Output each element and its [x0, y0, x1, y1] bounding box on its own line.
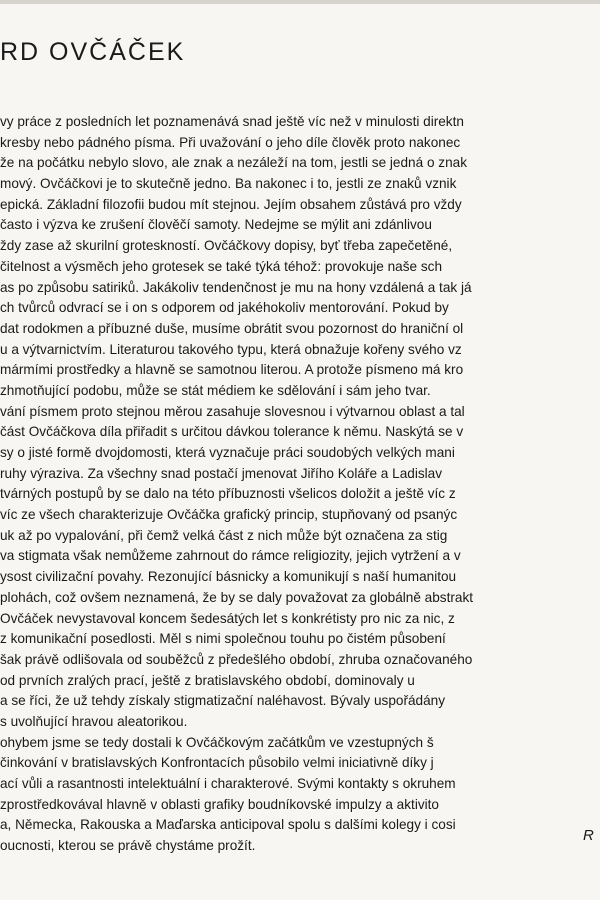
author-signature: R: [583, 827, 594, 844]
text-line: ch tvůrců odvrací se i on s odporem od jakéhokoliv mentorování. Pokud by: [0, 300, 449, 316]
text-line: epická. Základní filozofii budou mít stejnou. Jejím obsahem zůstává pro vždy: [0, 196, 462, 212]
text-line: as po způsobu satiriků. Jakákoliv tendenčnost je mu na hony vzdálená a tak já: [0, 279, 472, 295]
text-line: mový. Ovčáčkovi je to skutečně jedno. Ba nakonec i to, jestli ze znaků vznik: [0, 176, 457, 192]
text-line: část Ovčáčkova díla přiřadit s určitou dávkou tolerance k němu. Naskýtá se v: [0, 424, 464, 440]
text-line: často i výzva ke zrušení člověčí samoty. Nedejme se mýlit ani zdánlivou: [0, 217, 432, 233]
text-line: a se říci, že už tehdy získaly stigmatizační naléhavost. Bývaly uspořádány: [0, 693, 446, 709]
text-line: čitelnost a výsměch jeho grotesek se také týká téhož: provokuje naše sch: [0, 258, 443, 274]
text-line: šak právě odlišovala od souběžců z předešlého období, zhruba označovaného: [0, 651, 473, 667]
page-top-edge: [0, 0, 600, 4]
text-line: zhmotňující podobu, může se stát médiem ke sdělování i sám jeho tvar.: [0, 382, 431, 398]
text-line: tvárných postupů by se dalo na této příbuznosti všelicos doložit a ještě víc z: [0, 486, 456, 502]
text-line: ací vůli a rasantnosti intelektuální i charakterové. Svými kontakty s okruhem: [0, 776, 456, 791]
text-line: činkování v bratislavských Konfrontacích působilo velmi iniciativně díky j: [0, 755, 434, 771]
text-line: ruhy výraziva. Za všechny snad postačí jmenovat Jiřího Koláře a Ladislav: [0, 465, 443, 481]
text-line: ždy zase až skurilní groteskností. Ovčáčkovy dopisy, byť třeba zapečetěné,: [0, 238, 453, 254]
text-line: vání písmem proto stejnou měrou zasahuje slovesnou i výtvarnou oblast a tal: [0, 403, 465, 419]
text-line: mármími prostředky a hlavně se samotnou literou. A protože písmeno má kro: [0, 362, 464, 378]
text-line: uk až po vypalování, při čemž velká část z nich může být označena za stig: [0, 527, 448, 543]
text-line: zprostředkovával hlavně v oblasti grafiky boudníkovské impulzy a aktivito: [0, 796, 439, 812]
text-line: kresby nebo pádného písma. Při uvažování o jeho díle člověk proto nakonec: [0, 134, 461, 150]
text-line: sy o jisté formě dvojdomosti, která vyznačuje práci soudobých velkých mani: [0, 445, 455, 460]
text-line: Ovčáček nevystavoval koncem šedesátých let s konkrétisty pro nic za nic, z: [0, 610, 455, 626]
text-line: a, Německa, Rakouska a Maďarska anticipoval spolu s dalšími kolegy i cosi: [0, 817, 456, 833]
page-title: RD OVČÁČEK: [0, 38, 186, 66]
text-line: plohách, což ovšem neznamená, že by se daly považovat za globálně abstrakt: [0, 589, 474, 605]
text-line: víc ze všech charakterizuje Ovčáčka grafický princip, stupňovaný od psanýc: [0, 507, 458, 523]
text-line: od prvních zralých prací, ještě z bratislavského období, dominovaly u: [0, 672, 415, 688]
article-body: [0, 112, 600, 854]
text-line: dat rodokmen a příbuzné duše, musíme obrátit svou pozornost do hraniční ol: [0, 320, 464, 336]
text-line: vy práce z posledních let poznamenává snad ještě víc než v minulosti direktn: [0, 114, 464, 129]
text-line: že na počátku nebylo slovo, ale znak a nezáleží na tom, jestli se jedná o znak: [0, 155, 467, 171]
text-line: ohybem jsme se tedy dostali k Ovčáčkovým začátkům ve vzestupných š: [0, 734, 434, 750]
text-line: u a výtvarnictvím. Literaturou takového typu, která obnažuje kořeny svého vz: [0, 341, 462, 357]
text-line: va stigmata však nemůžeme zahrnout do rámce religiozity, jejich vytržení a v: [0, 548, 461, 564]
text-line: oucnosti, kterou se právě chystáme prožít.: [0, 838, 256, 854]
text-line: s uvolňující hravou aleatorikou.: [0, 713, 188, 729]
text-line: z komunikační posedlosti. Měl s nimi společnou touhu po čistém působení: [0, 631, 446, 647]
text-line: ysost civilizační povahy. Rezonující básnicky a komunikují s naší humanitou: [0, 569, 457, 585]
